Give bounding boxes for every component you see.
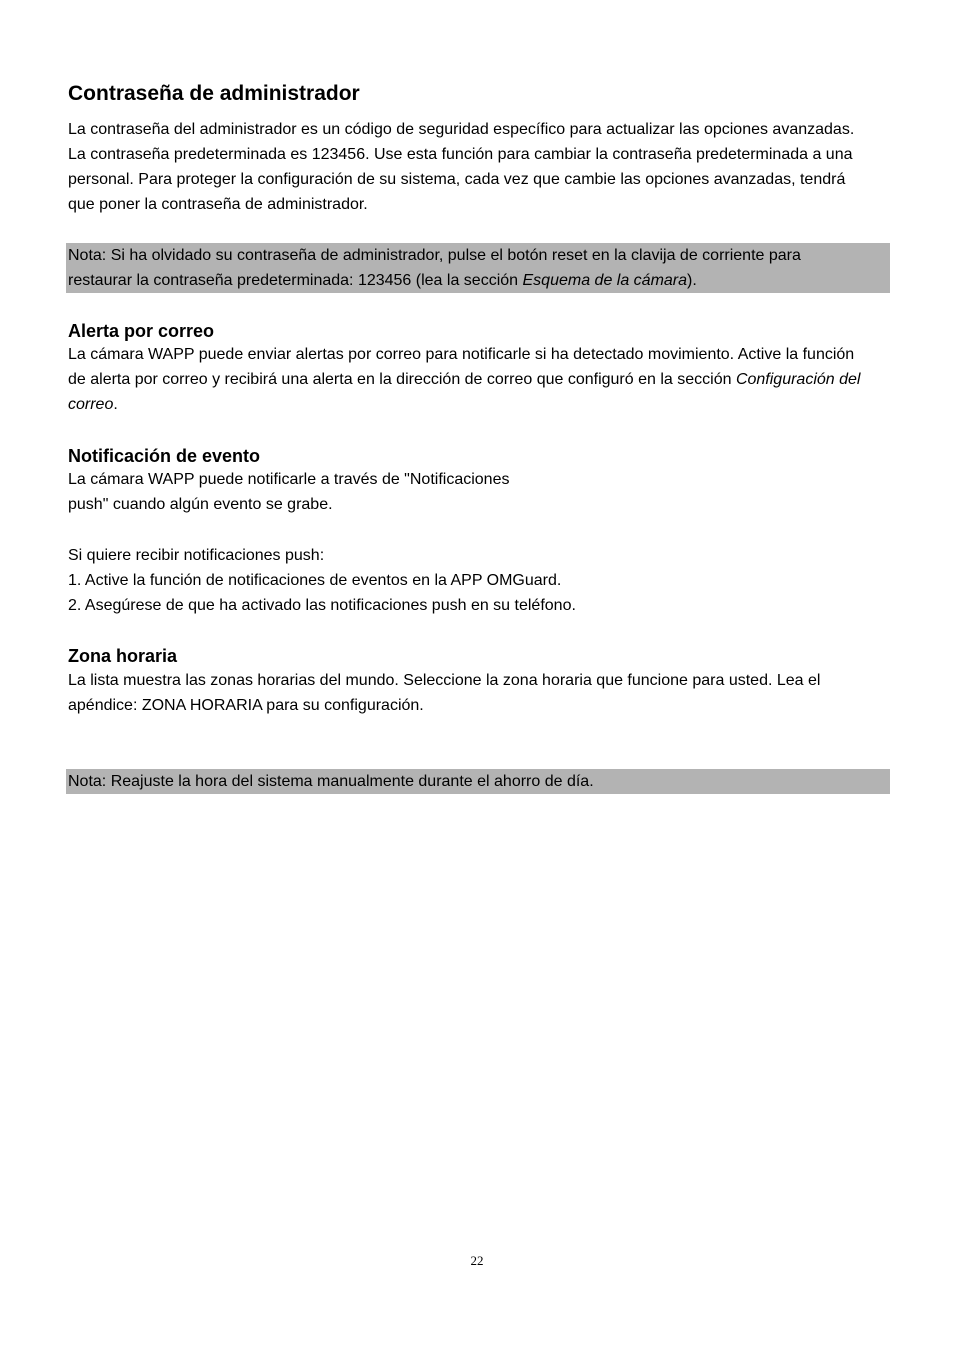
step-item: 1. Active la función de notificaciones de eventos en la APP OMGuard.: [68, 572, 562, 589]
section-title-time-zone: Zona horaria: [68, 646, 178, 666]
note-line: [68, 268, 890, 293]
paragraph-line: La contraseña del administrador es un código de seguridad específico para actualizar las opciones avanzadas.: [68, 121, 855, 138]
paragraph-line: apéndice: ZONA HORARIA para su configuración.: [68, 697, 424, 714]
paragraph-italic-reference: Configuración del: [735, 371, 861, 388]
note-italic-reference: Esquema de la cámara: [522, 272, 688, 289]
paragraph-text: de alerta por correo y recibirá una alerta en la dirección de correo que configuró en la sección: [68, 371, 736, 388]
steps-intro: Si quiere recibir notificaciones push:: [68, 547, 325, 564]
section-title-mail-alert: Alerta por correo: [68, 321, 215, 341]
note-line: Nota: Si ha olvidado su contraseña de administrador, pulse el botón reset en la clavija de corriente para: [68, 247, 801, 264]
step-item: 2. Asegúrese de que ha activado las notificaciones push en su teléfono.: [68, 597, 576, 614]
paragraph-line: La lista muestra las zonas horarias del mundo. Seleccione la zona horaria que funcione para usted. Lea el: [68, 672, 821, 689]
section-title-admin-password: Contraseña de administrador: [68, 82, 360, 105]
note-daylight-saving: [66, 769, 890, 794]
note-admin-password-reset: [66, 243, 890, 293]
paragraph-line: La cámara WAPP puede notificarle a través de "Notificaciones: [68, 471, 510, 488]
section-title-event-notification: Notificación de evento: [68, 446, 261, 466]
note-text: restaurar la contraseña predeterminada: 123456 (lea la sección: [68, 272, 523, 289]
paragraph-line: La contraseña predeterminada es 123456. Use esta función para cambiar la contraseña predeterminada a una: [68, 146, 853, 163]
paragraph-line: personal. Para proteger la configuración de su sistema, cada vez que cambie las opciones avanzadas, tendrá: [68, 171, 846, 188]
paragraph-line: push" cuando algún evento se grabe.: [68, 496, 333, 513]
mail-alert-paragraph: [68, 342, 890, 417]
paragraph-line: [68, 392, 890, 417]
paragraph-line: [68, 367, 890, 392]
note-text: ).: [687, 272, 697, 289]
page-number: 22: [470, 1253, 484, 1268]
paragraph-line: que poner la contraseña de administrador.: [68, 196, 368, 213]
time-zone-paragraph: [68, 668, 890, 718]
paragraph-line: La cámara WAPP puede enviar alertas por correo para notificarle si ha detectado movimiento. Active la función: [68, 346, 855, 363]
paragraph-text: .: [113, 396, 118, 413]
admin-password-paragraph: [68, 117, 890, 217]
paragraph-italic-reference: correo: [68, 396, 114, 413]
event-notification-steps: [68, 543, 890, 618]
note-line: Nota: Reajuste la hora del sistema manualmente durante el ahorro de día.: [68, 773, 594, 790]
event-notification-paragraph: [68, 467, 890, 517]
